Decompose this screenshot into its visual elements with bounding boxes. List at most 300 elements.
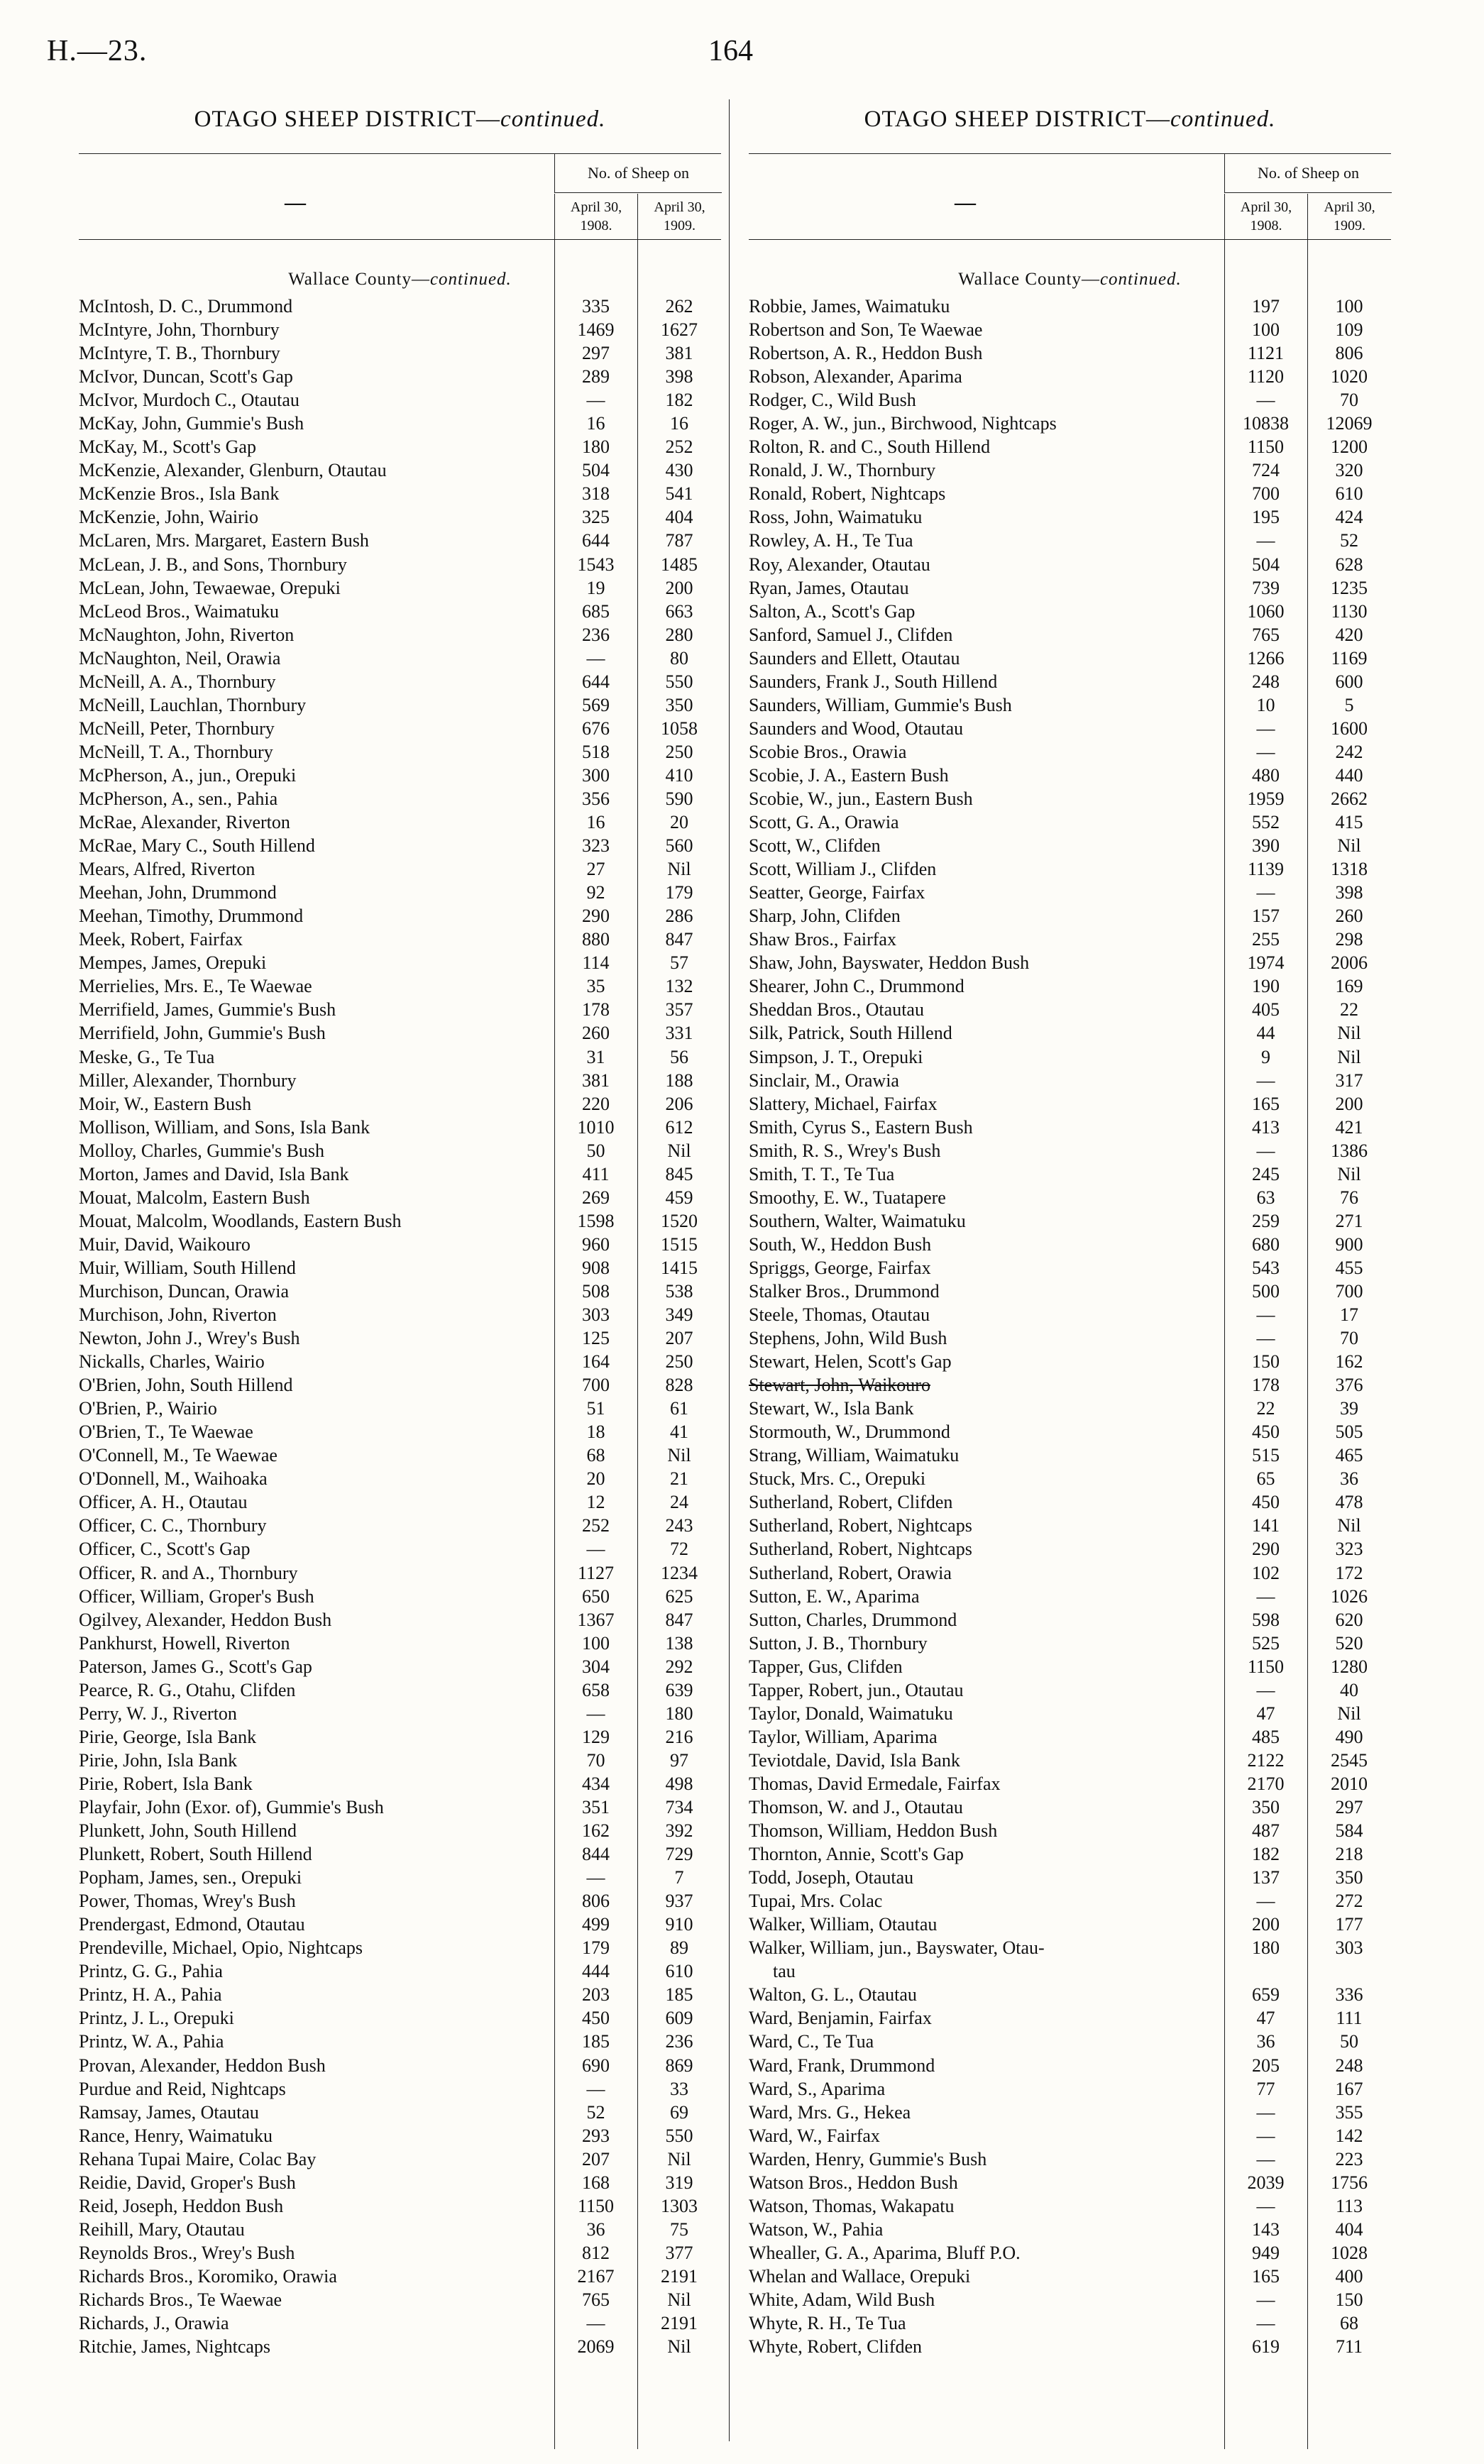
sheep-1909: 2191 (661, 2313, 698, 2334)
sheep-1909: 465 (1335, 1445, 1363, 1466)
sheep-1908: — (1256, 1328, 1275, 1349)
owner-name: Robertson and Son, Te Waewae (749, 319, 983, 341)
sheep-1909: 392 (665, 1820, 693, 1842)
sheep-1908: 450 (582, 2008, 610, 2029)
sheep-1908: — (1256, 1585, 1275, 1607)
sheep-1909: Nil (667, 2148, 691, 2169)
table-row (79, 553, 721, 576)
sheep-1908: 137 (1252, 1867, 1280, 1888)
sheep-1909: 400 (1335, 2265, 1363, 2287)
sheep-1909: 1520 (661, 1210, 698, 1231)
table-row (749, 810, 1391, 834)
table-row (79, 1490, 721, 1514)
owner-name: Meehan, John, Drummond (79, 882, 277, 903)
sheep-1909: 76 (1340, 1187, 1358, 1208)
table-row (79, 2006, 721, 2030)
table-row (749, 1045, 1391, 1069)
sheep-1909: 236 (665, 2031, 693, 2052)
sheep-1908: — (586, 1539, 605, 1560)
owner-name: Rehana Tupai Maire, Colac Bay (79, 2148, 317, 2169)
sheep-1909: 1169 (1331, 647, 1368, 669)
owner-name: Strang, William, Waimatuku (749, 1445, 960, 1466)
owner-name: Provan, Alexander, Heddon Bush (79, 2055, 326, 2076)
owner-name: Ward, S., Aparima (749, 2078, 886, 2099)
owner-name: Rodger, C., Wild Bush (749, 390, 916, 411)
table-row (79, 576, 721, 600)
owner-name: Saunders, William, Gummie's Bush (749, 694, 1012, 715)
sheep-1909: 355 (1335, 2101, 1363, 2123)
sheep-1908: 644 (582, 530, 610, 551)
sheep-1908: 259 (1252, 1210, 1280, 1231)
table-row (749, 2171, 1391, 2194)
table-row (749, 1069, 1391, 1092)
sheep-1908: 650 (582, 1585, 610, 1607)
table-row (79, 740, 721, 764)
sheep-1908: 125 (582, 1328, 610, 1349)
sheep-1908: 70 (586, 1749, 605, 1771)
table-row (79, 2171, 721, 2194)
table-row (749, 2335, 1391, 2358)
sheep-1909: 663 (665, 600, 693, 622)
sheep-1908: 16 (586, 413, 605, 434)
table-row (79, 1983, 721, 2006)
sheep-1909: 177 (1335, 1914, 1363, 1935)
owner-name: Reihill, Mary, Otautau (79, 2218, 245, 2240)
sheep-1908: 1127 (577, 1562, 615, 1583)
sheep-1908: 68 (586, 1445, 605, 1466)
sheep-1909: 1303 (661, 2195, 698, 2216)
sheep-1908: 207 (582, 2148, 610, 2169)
owner-name: McLeod Bros., Waimatuku (79, 600, 279, 622)
sheep-1908: 518 (582, 741, 610, 762)
table-row (79, 1162, 721, 1186)
owner-name: Ward, Benjamin, Fairfax (749, 2008, 932, 2029)
sheep-1908: 63 (1256, 1187, 1275, 1208)
owner-name: Morton, James and David, Isla Bank (79, 1163, 349, 1184)
sheep-1909: 734 (665, 1797, 693, 1817)
sheep-1909: 75 (670, 2218, 688, 2240)
owner-name: Scobie Bros., Orawia (749, 741, 907, 762)
sheep-1909: 292 (665, 1656, 693, 1677)
sheep-1909: 317 (1335, 1069, 1363, 1091)
owner-name: Richards Bros., Koromiko, Orawia (79, 2265, 337, 2287)
table-row (79, 787, 721, 810)
owner-name: Walton, G. L., Otautau (749, 1984, 917, 2006)
sheep-1909: 420 (1335, 624, 1363, 645)
table-row (79, 928, 721, 951)
sheep-1908: 269 (582, 1187, 610, 1208)
sheep-1908: 290 (1252, 1539, 1280, 1560)
sheep-1908: 485 (1252, 1726, 1280, 1747)
sheep-1909: 609 (665, 2008, 693, 2029)
sheep-1909: 72 (670, 1539, 688, 1560)
owner-name: Murchison, Duncan, Orawia (79, 1280, 290, 1302)
sheep-1908: — (1256, 390, 1275, 411)
owner-name: Miller, Alexander, Thornbury (79, 1069, 297, 1091)
sheep-1909: 138 (665, 1632, 693, 1654)
sheep-1908: 685 (582, 600, 610, 622)
owner-name: Mouat, Malcolm, Woodlands, Eastern Bush (79, 1210, 402, 1231)
sheep-1909: 1235 (1331, 577, 1368, 598)
sheep-1909: 113 (1335, 2195, 1363, 2216)
owner-name: Printz, H. A., Pahia (79, 1984, 222, 2006)
sheep-1908: 504 (582, 460, 610, 481)
table-row (749, 2124, 1391, 2147)
table-row (749, 998, 1391, 1021)
table-row (79, 1749, 721, 1772)
sheep-1909: 2662 (1331, 788, 1368, 809)
table-row (749, 2030, 1391, 2053)
table-row (79, 1795, 721, 1819)
table-row (749, 2147, 1391, 2171)
sheep-1908: 508 (582, 1280, 610, 1302)
sheep-1908: 297 (582, 343, 610, 364)
sheep-1909: 398 (1335, 882, 1363, 903)
table-row (749, 1959, 1391, 1983)
sheep-1909: 639 (665, 1679, 693, 1700)
sheep-1908: 1598 (577, 1210, 615, 1231)
sheep-1909: 628 (1335, 554, 1363, 575)
sheep-1908: 487 (1252, 1820, 1280, 1842)
table-row (749, 1537, 1391, 1561)
sheep-1908: 413 (1252, 1116, 1280, 1138)
owner-name: Merrifield, James, Gummie's Bush (79, 999, 336, 1021)
sheep-1908: 2122 (1247, 1749, 1285, 1771)
table-row (79, 1139, 721, 1162)
owner-name: Rolton, R. and C., South Hillend (749, 436, 991, 458)
owner-name: Smith, T. T., Te Tua (749, 1163, 895, 1184)
sheep-1908: 765 (582, 2289, 610, 2310)
table-row (749, 2101, 1391, 2124)
owner-name: McLean, J. B., and Sons, Thornbury (79, 554, 347, 575)
sheep-1909: 584 (1335, 1820, 1363, 1842)
table-row (79, 1702, 721, 1725)
sheep-1909: 625 (665, 1585, 693, 1607)
owner-name: Power, Thomas, Wrey's Bush (79, 1891, 296, 1912)
sheep-1908: 325 (582, 507, 610, 528)
sheep-1908: 293 (582, 2125, 610, 2146)
owner-name: Watson, W., Pahia (749, 2218, 884, 2240)
sheep-1909: 847 (665, 1609, 693, 1630)
owner-name: Sutton, Charles, Drummond (749, 1609, 957, 1630)
table-row (79, 974, 721, 998)
owner-name: Taylor, William, Aparima (749, 1726, 938, 1747)
table-row (79, 1842, 721, 1866)
owner-name: Tapper, Robert, jun., Otautau (749, 1679, 964, 1700)
sheep-1908: 129 (582, 1726, 610, 1747)
owner-name: Plunkett, John, South Hillend (79, 1820, 297, 1842)
sheep-1908: 318 (582, 483, 610, 505)
table-row (749, 412, 1391, 435)
table-row (749, 505, 1391, 529)
sheep-1908: 150 (1252, 1351, 1280, 1373)
sheep-1908: 141 (1252, 1515, 1280, 1536)
sheep-1909: 331 (665, 1023, 693, 1044)
sheep-1908: 236 (582, 624, 610, 645)
sheep-1908: 525 (1252, 1632, 1280, 1654)
owner-name: O'Brien, P., Wairio (79, 1398, 217, 1419)
sheep-1908: 27 (586, 859, 605, 880)
owner-name: Stewart, W., Isla Bank (749, 1398, 914, 1419)
sheep-1908: 178 (1252, 1375, 1280, 1396)
table-row (749, 904, 1391, 928)
sheep-1909: 430 (665, 460, 693, 481)
owner-name: South, W., Heddon Bush (749, 1233, 932, 1255)
table-row (749, 2218, 1391, 2241)
sheep-1909: 415 (1335, 812, 1363, 833)
owner-name: Prendeville, Michael, Opio, Nightcaps (79, 1937, 363, 1959)
owner-name: Ogilvey, Alexander, Heddon Bush (79, 1609, 332, 1630)
owner-name: Scobie, J. A., Eastern Bush (749, 764, 949, 786)
sheep-1909: Nil (1337, 835, 1361, 857)
table-header (79, 153, 721, 240)
table-row (79, 1186, 721, 1209)
table-row (749, 740, 1391, 764)
table-row (79, 717, 721, 740)
sheep-1908: 598 (1252, 1609, 1280, 1630)
owner-name: Sutton, J. B., Thornbury (749, 1632, 928, 1654)
owner-name: Merrifield, John, Gummie's Bush (79, 1023, 326, 1044)
owner-name: Mollison, William, and Sons, Isla Bank (79, 1116, 370, 1138)
owner-name: Scobie, W., jun., Eastern Bush (749, 788, 973, 809)
sheep-1908: 220 (582, 1093, 610, 1114)
table-row (749, 670, 1391, 693)
sheep-1909: 900 (1335, 1233, 1363, 1255)
sheep-1909: 69 (670, 2101, 688, 2123)
sheep-1908: 690 (582, 2055, 610, 2076)
sheep-1909: 68 (1340, 2313, 1358, 2334)
sheep-1908: 323 (582, 835, 610, 857)
header-sheep-group: No. of Sheep on (1224, 154, 1392, 193)
owner-name: Ward, W., Fairfax (749, 2125, 880, 2146)
sheep-1908: 1150 (1247, 1656, 1285, 1677)
table-row (79, 1632, 721, 1655)
sheep-1908: 335 (582, 296, 610, 317)
sheep-1908: 195 (1252, 507, 1280, 528)
owner-name: Steele, Thomas, Otautau (749, 1304, 930, 1326)
owner-name: Ronald, Robert, Nightcaps (749, 483, 946, 505)
table-row (749, 1913, 1391, 1936)
owner-name: Thomson, William, Heddon Bush (749, 1820, 998, 1842)
owner-name: Walker, William, jun., Bayswater, Otau- (749, 1937, 1045, 1959)
sheep-1909: 180 (665, 1703, 693, 1724)
table-row (749, 553, 1391, 576)
sheep-1908: 203 (582, 1984, 610, 2006)
table-row (749, 1608, 1391, 1632)
sheep-1908: 619 (1252, 2336, 1280, 2358)
sheep-1909: 89 (670, 1937, 688, 1959)
table-row (79, 1467, 721, 1490)
sheep-1908: 205 (1252, 2055, 1280, 2076)
owner-name: tau (773, 1961, 796, 1982)
sheep-1908: 179 (582, 1937, 610, 1959)
table-row (79, 1866, 721, 1889)
sheep-1909: 303 (1335, 1937, 1363, 1959)
sheep-1908: 812 (582, 2242, 610, 2263)
sheep-1909: 70 (1340, 1328, 1358, 1349)
sheep-1908: 765 (1252, 624, 1280, 645)
owner-name: Reid, Joseph, Heddon Bush (79, 2195, 284, 2216)
sheep-1909: 172 (1335, 1562, 1363, 1583)
owner-name: McNaughton, Neil, Orawia (79, 647, 281, 669)
table-row (79, 2054, 721, 2077)
sheep-1909: 1415 (661, 1257, 698, 1278)
sheep-1909: 590 (665, 788, 693, 809)
sheep-1908: 515 (1252, 1445, 1280, 1466)
sheep-1908: 180 (1252, 1937, 1280, 1959)
owner-name: McNeill, T. A., Thornbury (79, 741, 273, 762)
sheep-1909: 845 (665, 1163, 693, 1184)
table-row (79, 1373, 721, 1397)
sheep-1908: 304 (582, 1656, 610, 1677)
sheep-1909: 109 (1335, 319, 1363, 341)
table-row (79, 1045, 721, 1069)
sheep-1909: 111 (1336, 2008, 1363, 2029)
sheep-1909: 169 (1335, 976, 1363, 997)
sheep-1909: 2006 (1331, 952, 1368, 974)
sheep-1909: 100 (1335, 296, 1363, 317)
sheep-1909: 541 (665, 483, 693, 505)
sheep-1908: 143 (1252, 2218, 1280, 2240)
table-row (749, 1585, 1391, 1608)
sheep-1909: 1756 (1331, 2172, 1368, 2193)
owner-name: Shaw, John, Bayswater, Heddon Bush (749, 952, 1030, 974)
table-body (749, 295, 1391, 2358)
sheep-1908: 444 (582, 1961, 610, 1982)
sheep-1909: Nil (1337, 1023, 1361, 1044)
table-row (79, 2218, 721, 2241)
sheep-1909: 70 (1340, 390, 1358, 411)
table-row (79, 388, 721, 412)
sheep-1909: 421 (1335, 1116, 1363, 1138)
sheep-1908: 1974 (1247, 952, 1285, 974)
table-row (749, 295, 1391, 318)
owner-name: Sharp, John, Clifden (749, 906, 901, 927)
sheep-1909: 1026 (1331, 1585, 1368, 1607)
owner-name: Rance, Henry, Waimatuku (79, 2125, 273, 2146)
sheep-1909: 455 (1335, 1257, 1363, 1278)
sheep-1908: — (586, 390, 605, 411)
table-row (79, 412, 721, 435)
table-row (79, 1772, 721, 1795)
table-row (79, 1069, 721, 1092)
sheep-1909: 21 (670, 1468, 688, 1490)
owner-name: Prendergast, Edmond, Otautau (79, 1914, 305, 1935)
sheep-1909: 179 (665, 882, 693, 903)
sheep-1908: — (586, 2078, 605, 2099)
table-row (749, 2077, 1391, 2101)
sheep-1908: — (1256, 2313, 1275, 2334)
sheep-1909: 336 (1335, 1984, 1363, 2006)
table-row (79, 341, 721, 365)
sheep-1908: 200 (1252, 1914, 1280, 1935)
table-row (79, 2311, 721, 2335)
owner-name: Scott, William J., Clifden (749, 859, 937, 880)
sheep-1909: 381 (665, 343, 693, 364)
owner-name: Saunders and Ellett, Otautau (749, 647, 960, 669)
sheep-1908: 10838 (1243, 413, 1289, 434)
table-header (749, 153, 1391, 240)
owner-name: Moir, W., Eastern Bush (79, 1093, 252, 1114)
owner-name: Mempes, James, Orepuki (79, 952, 267, 974)
table-row (79, 1585, 721, 1608)
sheep-1908: 700 (1252, 483, 1280, 505)
sheep-1909: 280 (665, 624, 693, 645)
table-row (749, 974, 1391, 998)
owner-name: Richards, J., Orawia (79, 2313, 229, 2334)
owner-name: Popham, James, sen., Orepuki (79, 1867, 302, 1888)
owner-name: O'Donnell, M., Waihoaka (79, 1468, 268, 1490)
table-row (79, 2030, 721, 2053)
table-row (79, 1537, 721, 1561)
sheep-1909: 937 (665, 1891, 693, 1912)
sheep-1908: 405 (1252, 999, 1280, 1021)
sheep-1908: 19 (586, 577, 605, 598)
sheep-1908: 162 (582, 1820, 610, 1842)
table-row (79, 1209, 721, 1233)
table-row (749, 1678, 1391, 1702)
owner-name: Watson Bros., Heddon Bush (749, 2172, 958, 2193)
header-sheep-group: No. of Sheep on (554, 154, 722, 193)
owner-name: Shaw Bros., Fairfax (749, 929, 896, 950)
sheep-1908: 676 (582, 717, 610, 739)
owner-name: Rowley, A. H., Te Tua (749, 530, 913, 551)
sheep-1908: — (1256, 2195, 1275, 2216)
table-row (79, 810, 721, 834)
table-row (79, 2194, 721, 2218)
table-row (749, 1443, 1391, 1467)
table-row (749, 1632, 1391, 1655)
sheep-1908: 36 (586, 2218, 605, 2240)
sheep-1909: 1485 (661, 554, 698, 575)
sheep-1909: 2191 (661, 2265, 698, 2287)
table-row (749, 1233, 1391, 1256)
sheep-1909: 242 (1335, 741, 1363, 762)
sheep-1908: 350 (1252, 1797, 1280, 1817)
owner-name: McKenzie, Alexander, Glenburn, Otautau (79, 460, 387, 481)
sheep-1909: 41 (670, 1421, 688, 1443)
sheep-1908: 197 (1252, 296, 1280, 317)
sheep-1908: 22 (1256, 1398, 1275, 1419)
sheep-1909: 182 (665, 390, 693, 411)
sheep-1908: — (1256, 741, 1275, 762)
owner-name: McIvor, Duncan, Scott's Gap (79, 366, 293, 387)
table-row (749, 787, 1391, 810)
table-row (749, 1350, 1391, 1373)
header-name-dash: — (955, 191, 976, 214)
table-row (749, 881, 1391, 904)
sheep-1909: 1280 (1331, 1656, 1368, 1677)
sheep-1908: — (1256, 882, 1275, 903)
sheep-1908: — (586, 1867, 605, 1888)
sheep-1909: 560 (665, 835, 693, 857)
owner-name: Officer, William, Groper's Bush (79, 1585, 314, 1607)
sheep-1909: 218 (1335, 1844, 1363, 1865)
sheep-1909: 150 (1335, 2289, 1363, 2310)
owner-name: McLaren, Mrs. Margaret, Eastern Bush (79, 530, 369, 551)
owner-name: McRae, Alexander, Riverton (79, 812, 290, 833)
sheep-1909: 22 (1340, 999, 1358, 1021)
sheep-1908: 1266 (1247, 647, 1285, 669)
sheep-1909: 612 (665, 1116, 693, 1138)
owner-name: Walker, William, Otautau (749, 1914, 938, 1935)
sheep-1909: 620 (1335, 1609, 1363, 1630)
sheep-1909: 248 (1335, 2055, 1363, 2076)
sheep-1908: 77 (1256, 2078, 1275, 2099)
sheep-1908: 303 (582, 1304, 610, 1326)
sheep-1908: 1959 (1247, 788, 1285, 809)
sheep-1908: 2069 (577, 2336, 615, 2358)
